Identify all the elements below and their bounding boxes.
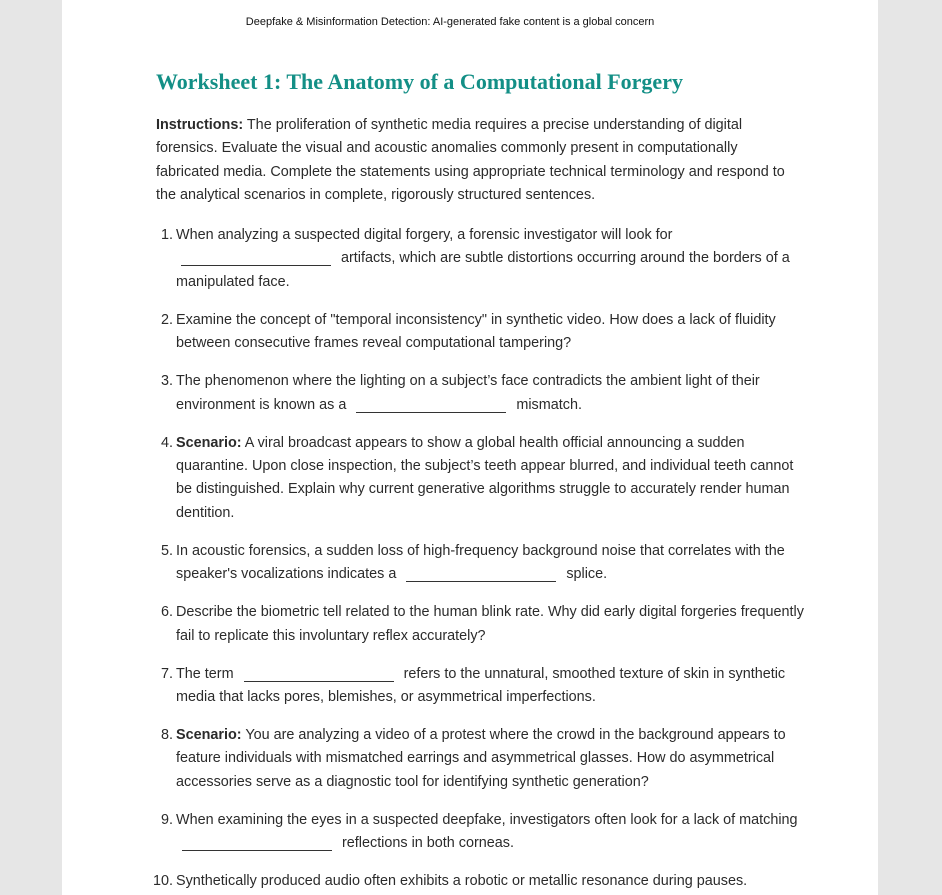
- question-list: [144, 224, 804, 895]
- answer-blank-9[interactable]: [182, 836, 332, 851]
- instructions: [156, 114, 788, 208]
- answer-blank-1[interactable]: [181, 251, 331, 266]
- question-text-after: refers to the unnatural, smoothed texture of skin in synthetic media that lacks pores, blemishes, or asymmetrical imperfections.: [176, 665, 786, 706]
- question-text: Describe the biometric tell related to the human blink rate. Why did early digital forgeries frequently fail to replicate this involuntary reflex accurately?: [176, 604, 804, 644]
- question-number: 7.: [160, 665, 173, 682]
- question-number: 6.: [160, 604, 173, 621]
- question-number: 2.: [160, 311, 173, 328]
- question-text-after: reflections in both corneas.: [338, 835, 514, 852]
- question-number: 3.: [160, 373, 173, 390]
- answer-blank-3[interactable]: [356, 398, 506, 413]
- question-3: [144, 370, 804, 417]
- question-number: 5.: [160, 542, 173, 559]
- question-text: Examine the concept of "temporal inconsistency" in synthetic video. How does a lack of fluidity between consecutive frames reveal computational tampering?: [176, 311, 776, 352]
- instructions-label: Instructions:: [156, 117, 244, 133]
- question-text-before: The phenomenon where the lighting on a subject’s face contradicts the ambient light of their environment is known as a: [176, 373, 760, 413]
- question-number: 9.: [160, 811, 173, 828]
- question-5: [144, 540, 804, 587]
- instructions-text: The proliferation of synthetic media requires a precise understanding of digital forensics. Evaluate the visual and acoustic anomalies commonly present in computationally fabricated media. Complete the statements using appropriate technical terminology and respond to the analytical scenarios in complete, rigorously structured sentences.: [156, 117, 785, 204]
- scenario-label: Scenario:: [176, 727, 242, 744]
- page-header: Deepfake & Misinformation Detection: AI-generated fake content is a global concern: [245, 16, 655, 28]
- question-7: [144, 663, 804, 710]
- question-text-before: When analyzing a suspected digital forgery, a forensic investigator will look for: [176, 227, 673, 243]
- question-text-after: splice.: [562, 566, 608, 583]
- question-number: 4.: [160, 434, 173, 451]
- question-6: [144, 601, 804, 648]
- question-number: 10.: [152, 873, 173, 890]
- question-10: [144, 870, 804, 893]
- scenario-label: Scenario:: [176, 434, 242, 451]
- worksheet-title: Worksheet 1: The Anatomy of a Computational Forgery: [156, 69, 683, 94]
- question-text: You are analyzing a video of a protest where the crowd in the background appears to feature individuals with mismatched earrings and asymmetrical glasses. How do asymmetrical accessories serve as a diagnostic tool for identifying synthetic generation?: [176, 727, 786, 790]
- question-8: [144, 724, 804, 794]
- question-text: Synthetically produced audio often exhibits a robotic or metallic resonance during pauses.: [176, 873, 748, 890]
- question-9: [144, 809, 804, 856]
- worksheet-page: [62, 0, 878, 895]
- answer-blank-5[interactable]: [406, 567, 556, 582]
- question-text-after: artifacts, which are subtle distortions occurring around the borders of a manipulated face.: [176, 250, 790, 290]
- question-text-after: mismatch.: [512, 396, 582, 413]
- question-number: 1.: [160, 227, 173, 243]
- question-text: A viral broadcast appears to show a global health official announcing a sudden quarantine. Upon close inspection, the subject’s teeth appear blurred, and individual teeth cannot be distinguished. Explain why current generative algorithms struggle to accurately render human dentition.: [176, 434, 794, 521]
- question-4: [144, 432, 804, 526]
- question-2: [144, 309, 804, 356]
- question-text-before: When examining the eyes in a suspected deepfake, investigators often look for a lack of matching: [176, 811, 798, 828]
- question-number: 8.: [160, 727, 173, 744]
- answer-blank-7[interactable]: [244, 667, 394, 682]
- question-text-before: The term: [176, 665, 238, 682]
- question-text-before: In acoustic forensics, a sudden loss of high-frequency background noise that correlates with the speaker's vocalizations indicates a: [176, 542, 785, 583]
- question-1: [144, 224, 804, 294]
